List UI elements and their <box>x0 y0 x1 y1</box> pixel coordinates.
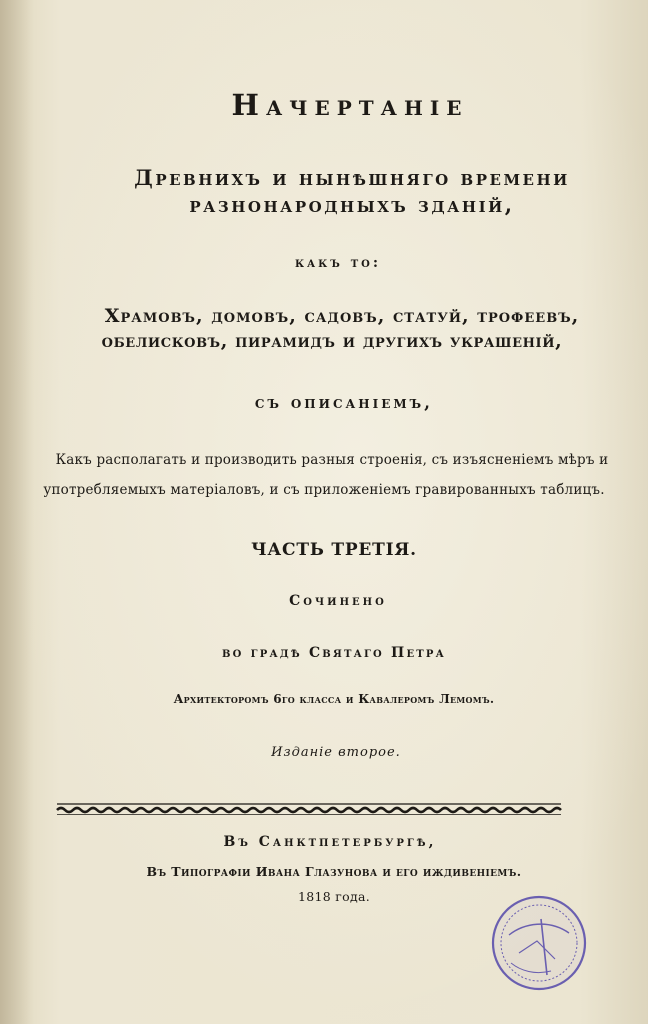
book-title: Начертаніе <box>231 88 469 122</box>
description-line-2: употребляемыхъ матеріаловъ, и съ приложеніемъ гравированныхъ таблицъ. <box>43 482 605 498</box>
with-description-line: съ описаніемъ, <box>254 393 434 413</box>
imprint-printer: Въ Типографіи Ивана Глазунова и его иждивеніемъ. <box>146 864 522 879</box>
description-line-1: Какъ располагать и производить разныя строенія, съ изъясненіемъ мѣръ и <box>55 452 609 468</box>
contents-list-line-2: обелисковъ, пирамидъ и другихъ украшеній, <box>101 330 563 352</box>
imprint-place: Въ Санктпетербургѣ, <box>223 834 437 850</box>
subtitle-line-2: разнонародныхъ зданій, <box>189 192 515 217</box>
library-stamp-icon <box>489 893 589 993</box>
subtitle-line-1: Древнихъ и нынѣшняго времени <box>134 165 570 190</box>
edition-line: Изданіе второе. <box>271 745 401 760</box>
contents-list-line-1: Храмовъ, домовъ, садовъ, статуй, трофеевъ, <box>104 305 580 327</box>
imprint-year: 1818 года. <box>298 889 370 904</box>
composed-line: Сочинено <box>289 593 387 609</box>
wavy-rule-ornament-icon <box>55 800 563 816</box>
city-of-line: во градѣ Святаго Петра <box>221 645 446 661</box>
author-line: Архитекторомъ 6го класса и Кавалеромъ Лемомъ. <box>173 692 495 706</box>
kak-to-line: какъ то: <box>294 255 382 271</box>
part-heading: ЧАСТЬ ТРЕТІЯ. <box>251 540 417 560</box>
